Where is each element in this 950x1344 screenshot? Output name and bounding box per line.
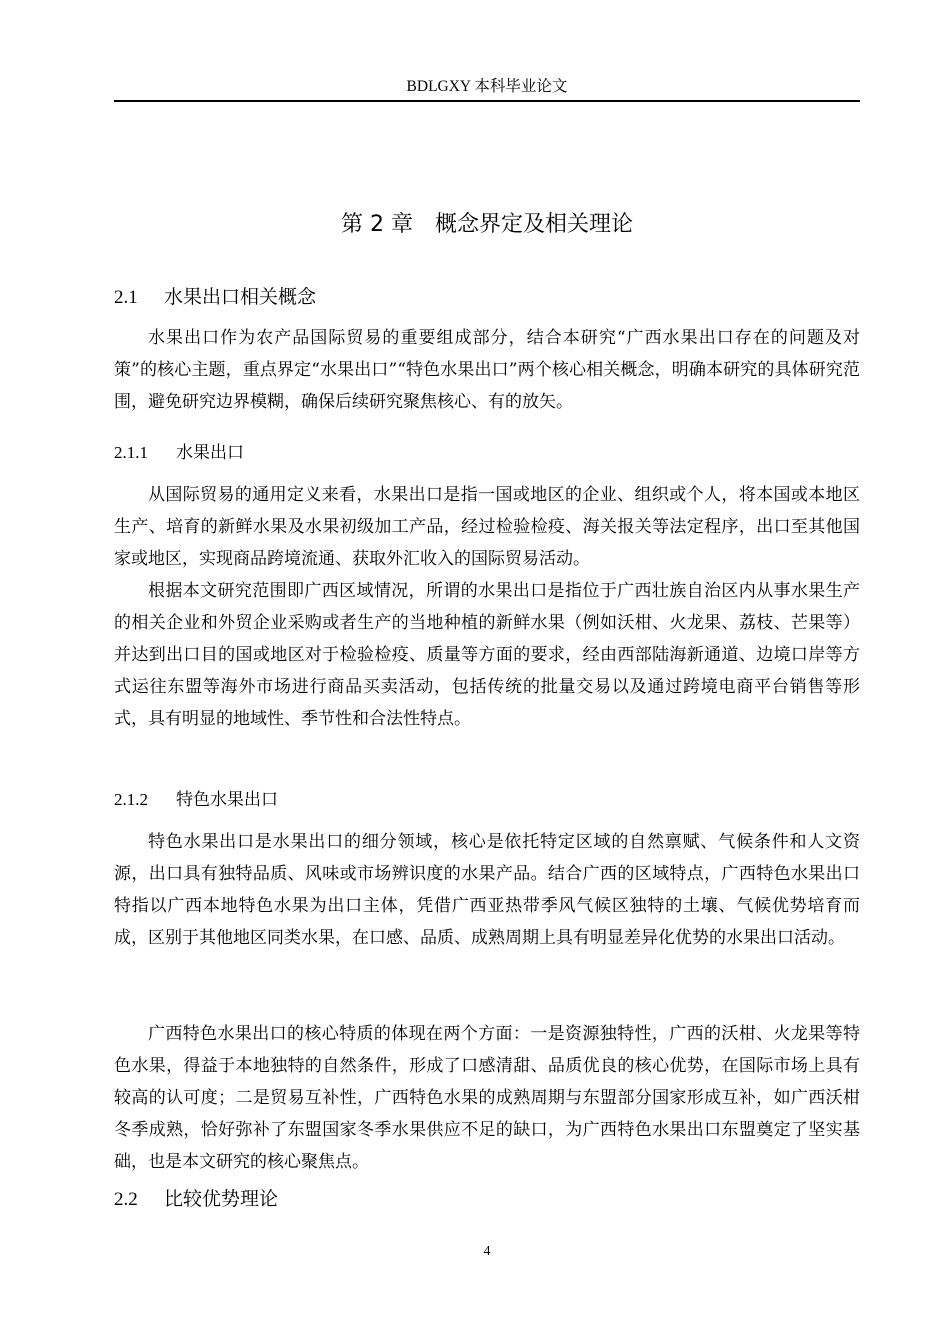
chapter-number: 第 2 章: [341, 212, 413, 237]
section-number: 2.2: [114, 1189, 138, 1210]
page-number: 4: [483, 1244, 491, 1259]
paragraph: 广西特色水果出口的核心特质的体现在两个方面：一是资源独特性，广西的沃柑、火龙果等特色水果，得益于本地独特的自然条件，形成了口感清甜、品质优良的核心优势，在国际市场上具有较高的认可度；二是贸易互补性，广西特色水果的成熟周期与东盟部分国家形成互补，如广西沃柑冬季成熟，恰好弥补了东盟国家冬季水果供应不足的缺口，为广西特色水果出口东盟奠定了坚实基础，也是本文研究的核心聚焦点。: [114, 1024, 860, 1172]
section-title: 特色水果出口: [176, 790, 278, 810]
section-heading-2-1-2: [114, 788, 278, 812]
paragraph: 水果出口作为农产品国际贸易的重要组成部分，结合本研究“广西水果出口存在的问题及对策”的核心主题，重点界定“水果出口”“特色水果出口”两个核心相关概念，明确本研究的具体研究范围，避免研究边界模糊，确保后续研究聚焦核心、有的放矢。: [114, 328, 860, 412]
paragraph: 根据本文研究范围即广西区域情况，所谓的水果出口是指位于广西壮族自治区内从事水果生产的相关企业和外贸企业采购或者生产的当地种植的新鲜水果（例如沃柑、火龙果、荔枝、芒果等）并达到出口目的国或地区对于检验检疫、质量等方面的要求，经由西部陆海新通道、边境口岸等方式运往东盟等海外市场进行商品买卖活动，包括传统的批量交易以及通过跨境电商平台销售等形式，具有明显的地域性、季节性和合法性特点。: [114, 581, 860, 729]
header-divider: [114, 100, 860, 102]
section-number: 2.1.1: [114, 443, 148, 462]
section-title: 水果出口相关概念: [164, 286, 317, 308]
section-number: 2.1.2: [114, 790, 148, 809]
running-header: BDLGXY 本科毕业论文: [406, 78, 568, 95]
paragraph: 特色水果出口是水果出口的细分领域，核心是依托特定区域的自然禀赋、气候条件和人文资源，出口具有独特品质、风味或市场辨识度的水果产品。结合广西的区域特点，广西特色水果出口特指以广西本地特色水果为出口主体，凭借广西亚热带季风气候区独特的土壤、气候优势培育而成，区别于其他地区同类水果，在口感、品质、成熟周期上具有明显差异化优势的水果出口活动。: [114, 832, 860, 948]
chapter-title: [114, 210, 860, 240]
section-title: 比较优势理论: [164, 1188, 279, 1210]
paragraph: 从国际贸易的通用定义来看，水果出口是指一国或地区的企业、组织或个人，将本国或本地区生产、培育的新鲜水果及水果初级加工产品，经过检验检疫、海关报关等法定程序，出口至其他国家或地区，实现商品跨境流通、获取外汇收入的国际贸易活动。: [114, 485, 860, 569]
section-heading-2-1: [114, 284, 316, 311]
section-title: 水果出口: [176, 443, 244, 463]
section-number: 2.1: [114, 287, 138, 308]
chapter-name: 概念界定及相关理论: [434, 212, 633, 237]
section-heading-2-1-1: [114, 441, 244, 465]
section-heading-2-2: [114, 1186, 278, 1213]
